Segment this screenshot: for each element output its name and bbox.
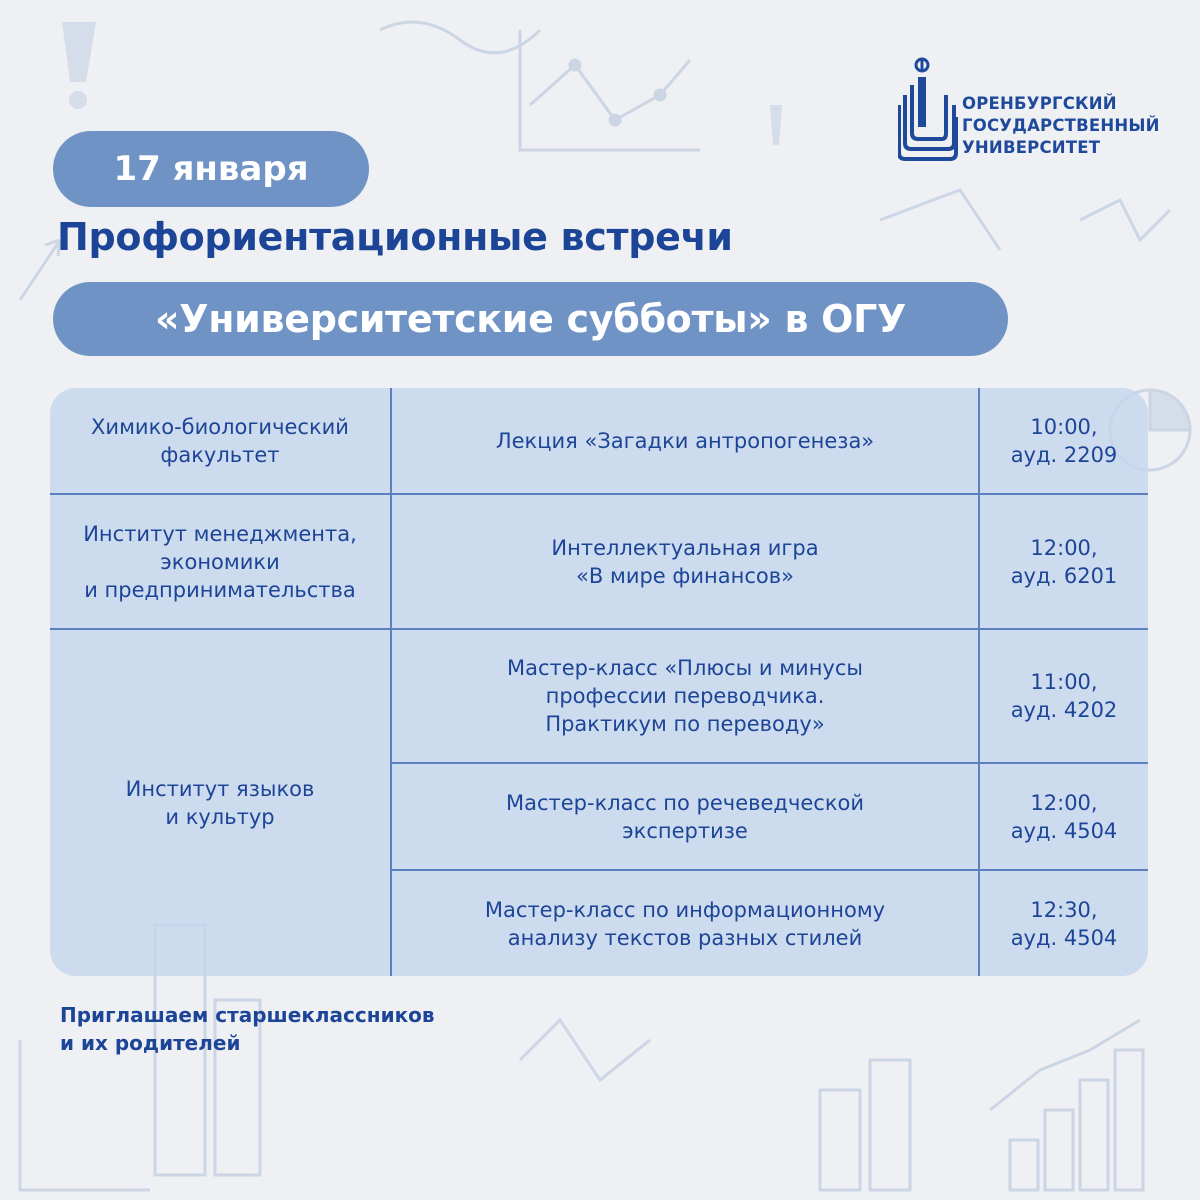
table-cell-event: [392, 495, 978, 628]
invitation-line: и их родителей: [60, 1031, 241, 1055]
university-name-line: ГОСУДАРСТВЕННЫЙ: [962, 116, 1160, 135]
page-title: Профориентационные встречи: [57, 215, 733, 259]
table-cell-institute: [50, 495, 390, 628]
date-text: 17 января: [113, 149, 309, 189]
invitation-text: [60, 1001, 435, 1057]
event-time-room: 12:00, ауд. 6201: [1010, 535, 1118, 588]
table-cell-event: [392, 630, 978, 762]
table-cell-time: [980, 871, 1148, 976]
table-cell-time: [980, 764, 1148, 869]
table-cell-event: [392, 871, 978, 976]
table-cell-institute: [50, 388, 390, 493]
event-name: Мастер-класс по информационному анализу текстов разных стилей: [484, 897, 886, 950]
event-time-room: 11:00, ауд. 4202: [1010, 670, 1118, 722]
subtitle-text: «Университетские субботы» в ОГУ: [154, 297, 907, 341]
table-cell-institute: [50, 630, 390, 976]
event-time-room: 12:00, ауд. 4504: [1010, 790, 1118, 843]
event-time-room: 12:30, ауд. 4504: [1010, 897, 1118, 950]
date-badge: [53, 131, 369, 207]
invitation-line: Приглашаем старшеклассников: [60, 1003, 435, 1027]
event-name: Мастер-класс по речеведческой экспертизе: [505, 790, 865, 843]
institute-name: Химико-биологический факультет: [91, 414, 349, 467]
event-name: Интеллектуальная игра «В мире финансов»: [551, 535, 819, 588]
event-name: Лекция «Загадки антропогенеза»: [495, 428, 875, 453]
event-time-room: 10:00, ауд. 2209: [1010, 414, 1118, 467]
schedule-table: [50, 388, 1148, 976]
institute-name: Институт языков и культур: [125, 777, 315, 829]
table-cell-time: [980, 388, 1148, 493]
subtitle-banner: [53, 282, 1008, 356]
table-cell-event: [392, 764, 978, 869]
table-cell-time: [980, 495, 1148, 628]
event-name: Мастер-класс «Плюсы и минусы профессии переводчика. Практикум по переводу»: [507, 656, 863, 736]
university-name-line: ОРЕНБУРГСКИЙ: [962, 94, 1117, 113]
university-name-line: УНИВЕРСИТЕТ: [962, 138, 1101, 157]
table-cell-time: [980, 630, 1148, 762]
university-logo-icon: [898, 55, 958, 165]
university-name: [962, 93, 1160, 159]
institute-name: Институт менеджмента, экономики и предпринимательства: [83, 521, 357, 602]
table-cell-event: [392, 388, 978, 493]
